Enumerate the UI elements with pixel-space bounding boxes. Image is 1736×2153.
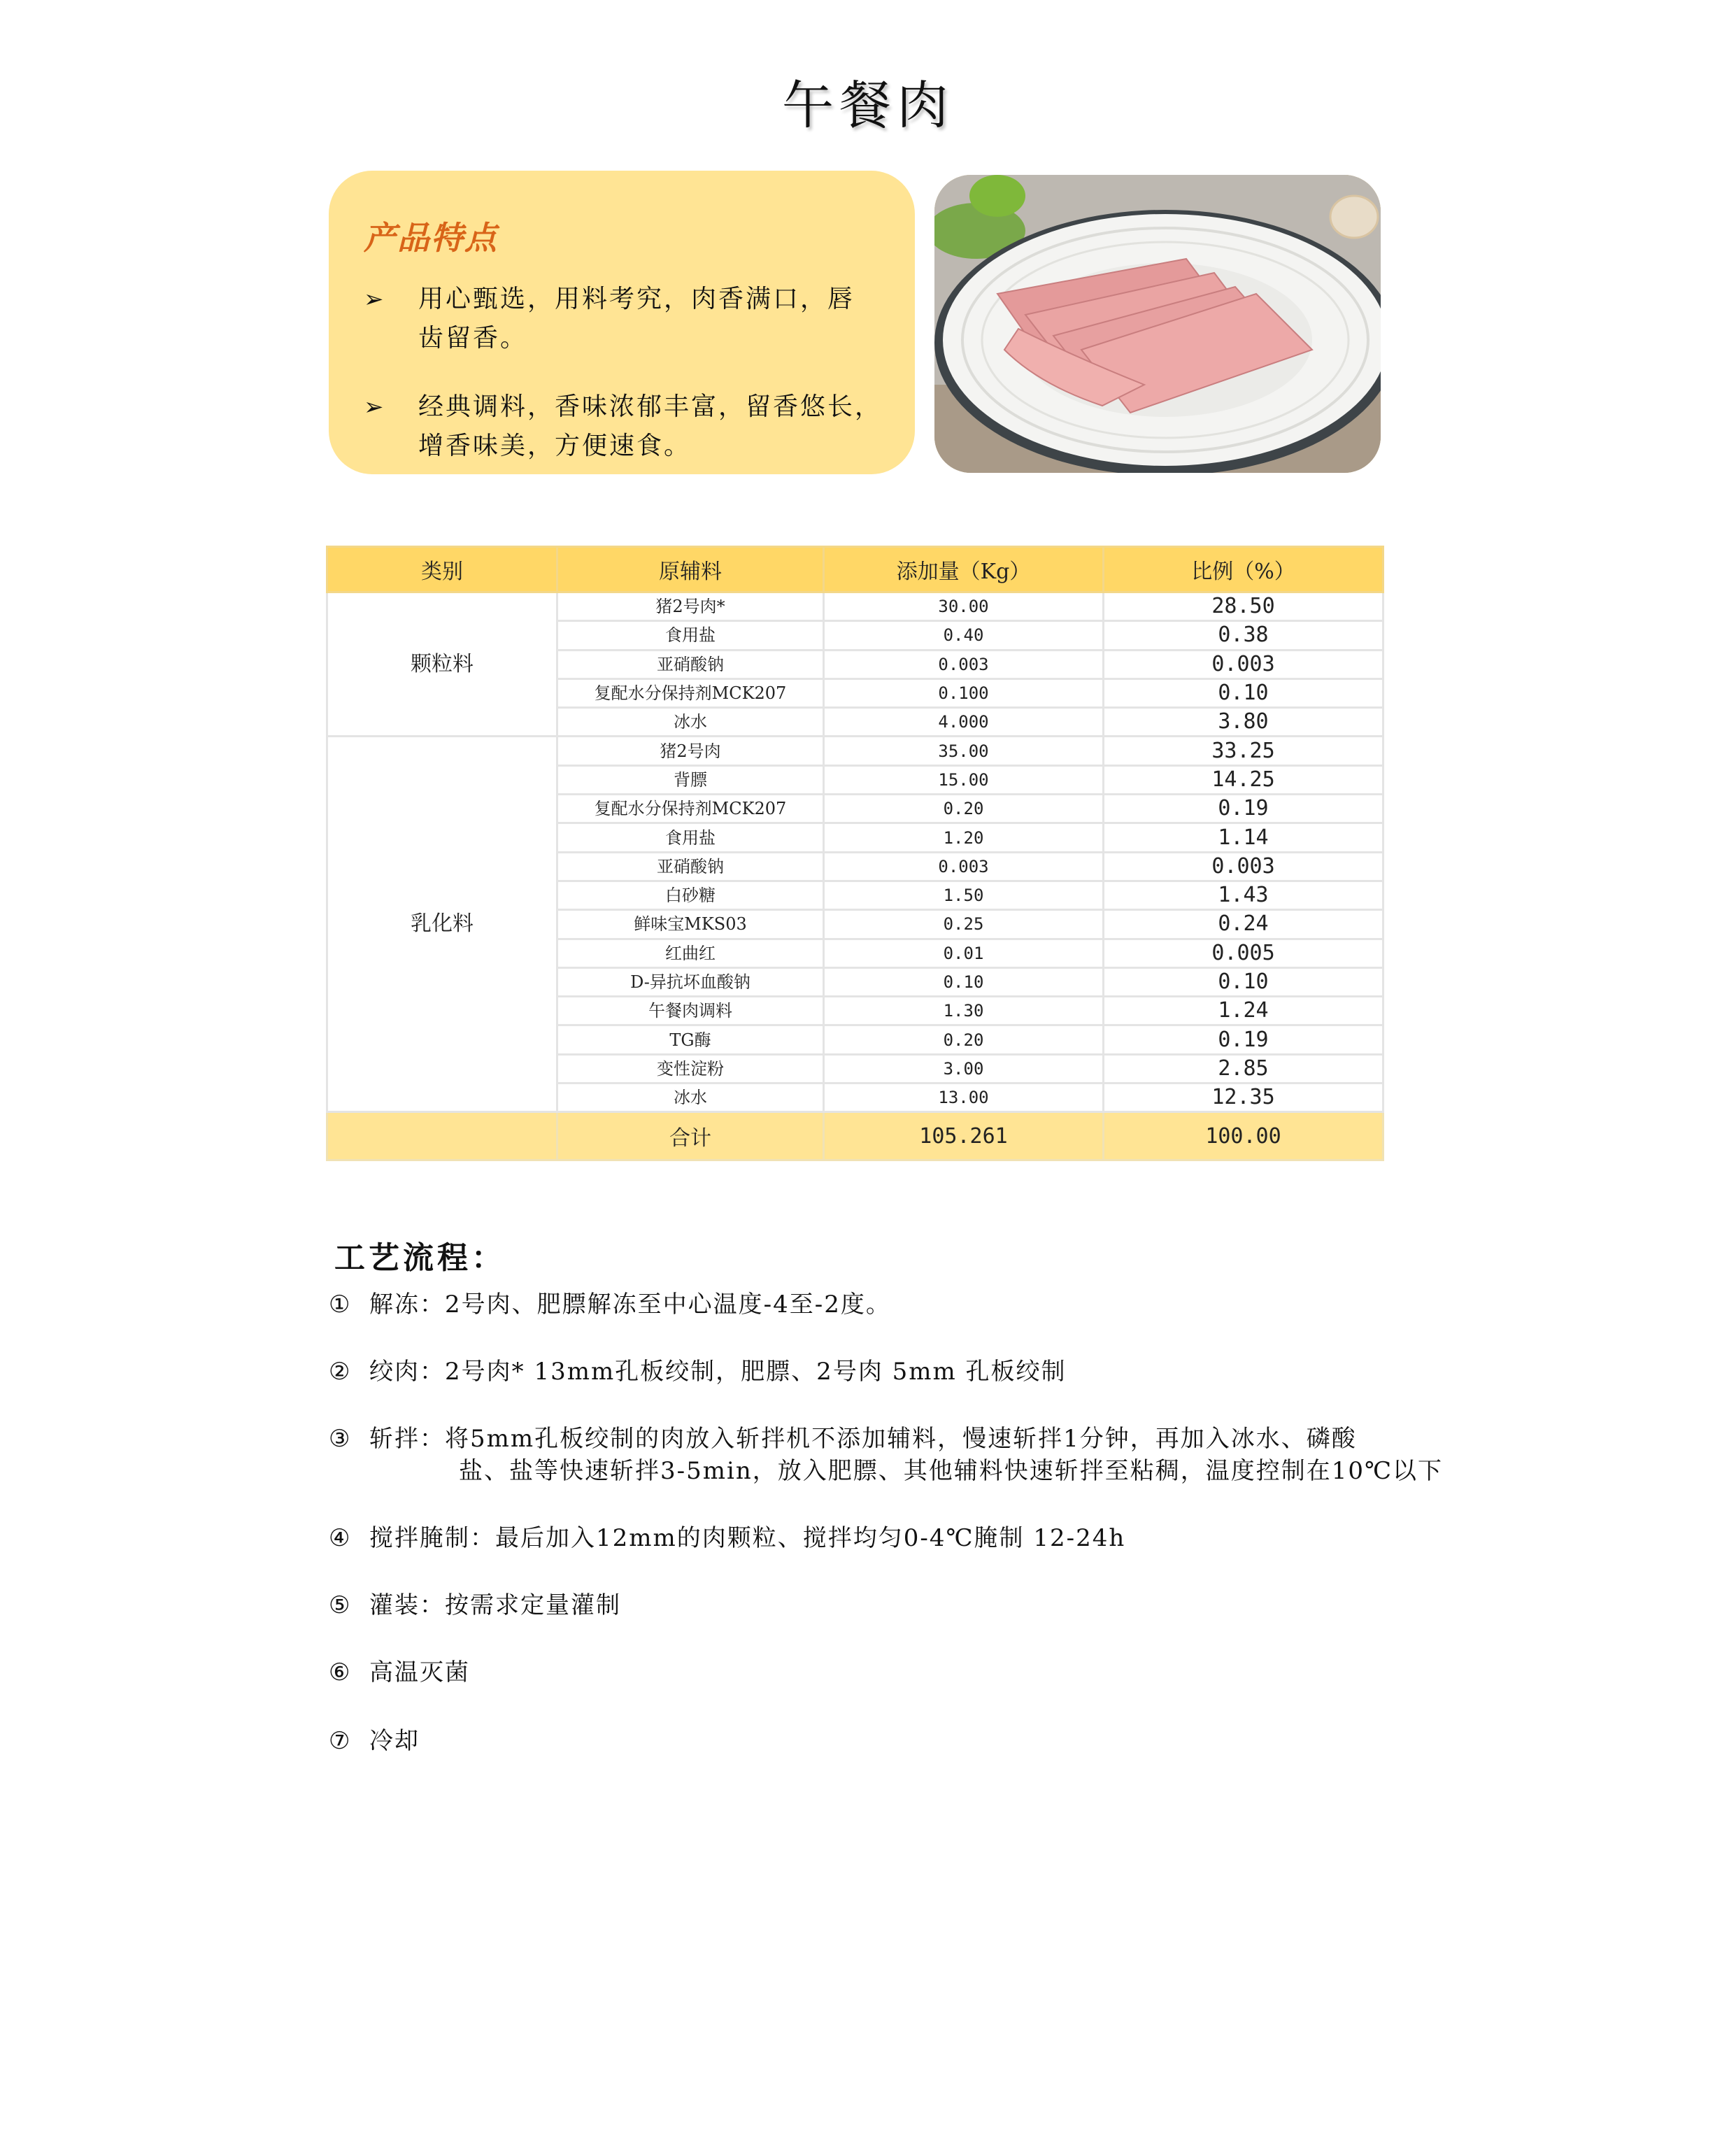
feature-text: 增香味美，方便速食。 bbox=[418, 432, 692, 460]
features-heading: 产品特点 bbox=[364, 219, 498, 257]
luncheon-meat-plate-photo bbox=[934, 175, 1381, 473]
amount-cell: 30.00 bbox=[824, 592, 1104, 621]
ingredient-cell: 复配水分保持剂MCK207 bbox=[557, 678, 824, 707]
feature-item bbox=[364, 280, 884, 358]
feature-item bbox=[364, 388, 884, 466]
ingredient-cell: 亚硝酸钠 bbox=[557, 650, 824, 678]
amount-cell: 0.40 bbox=[824, 621, 1104, 650]
formula-table bbox=[326, 546, 1384, 1161]
process-step bbox=[329, 1356, 1067, 1388]
step-number: ① bbox=[329, 1291, 352, 1319]
amount-cell: 1.20 bbox=[824, 823, 1104, 852]
column-header: 原辅料 bbox=[557, 547, 824, 592]
process-step bbox=[329, 1288, 891, 1321]
ratio-cell: 0.003 bbox=[1104, 852, 1383, 881]
category-cell: 颗粒料 bbox=[327, 592, 557, 737]
step-number: ③ bbox=[329, 1425, 352, 1453]
table-row bbox=[327, 592, 1383, 621]
column-header: 比例（%） bbox=[1104, 547, 1383, 592]
total-label: 合计 bbox=[557, 1112, 824, 1160]
ratio-cell: 1.14 bbox=[1104, 823, 1383, 852]
amount-cell: 0.003 bbox=[824, 650, 1104, 678]
step-text: 灌装：按需求定量灌制 bbox=[369, 1591, 621, 1619]
ratio-cell: 3.80 bbox=[1104, 708, 1383, 737]
amount-cell: 1.30 bbox=[824, 997, 1104, 1025]
ratio-cell: 0.005 bbox=[1104, 939, 1383, 967]
step-number: ④ bbox=[329, 1524, 352, 1552]
amount-cell: 0.20 bbox=[824, 795, 1104, 823]
step-number: ② bbox=[329, 1358, 352, 1386]
column-header: 类别 bbox=[327, 547, 557, 592]
ingredient-cell: D-异抗坏血酸钠 bbox=[557, 967, 824, 996]
amount-cell: 1.50 bbox=[824, 881, 1104, 909]
page-title: 午餐肉 bbox=[782, 76, 954, 136]
ingredient-cell: 背膘 bbox=[557, 765, 824, 794]
ingredient-cell: 食用盐 bbox=[557, 823, 824, 852]
ratio-cell: 2.85 bbox=[1104, 1054, 1383, 1083]
product-features-box bbox=[329, 171, 915, 474]
ratio-cell: 0.24 bbox=[1104, 910, 1383, 939]
step-number: ⑦ bbox=[329, 1727, 352, 1755]
feature-text: 齿留香。 bbox=[418, 324, 528, 353]
column-header: 添加量（Kg） bbox=[824, 547, 1104, 592]
ratio-cell: 33.25 bbox=[1104, 737, 1383, 765]
amount-cell: 0.10 bbox=[824, 967, 1104, 996]
ratio-cell: 14.25 bbox=[1104, 765, 1383, 794]
step-text-continued: 盐、盐等快速斩拌3-5min，放入肥膘、其他辅料快速斩拌至粘稠，温度控制在10℃以下 bbox=[459, 1457, 1444, 1485]
ingredient-cell: 冰水 bbox=[557, 708, 824, 737]
process-step bbox=[329, 1522, 1125, 1554]
total-row bbox=[327, 1112, 1383, 1160]
ratio-cell: 0.10 bbox=[1104, 678, 1383, 707]
step-text: 解冻：2号肉、肥膘解冻至中心温度-4至-2度。 bbox=[369, 1291, 891, 1319]
table-header-row bbox=[327, 547, 1383, 592]
category-cell: 乳化料 bbox=[327, 737, 557, 1112]
step-text: 高温灭菌 bbox=[369, 1658, 470, 1686]
ingredient-cell: 冰水 bbox=[557, 1083, 824, 1112]
total-amount: 105.261 bbox=[824, 1112, 1104, 1160]
amount-cell: 35.00 bbox=[824, 737, 1104, 765]
ratio-cell: 1.43 bbox=[1104, 881, 1383, 909]
ingredient-cell: 鲜味宝MKS03 bbox=[557, 910, 824, 939]
step-text: 斩拌：将5mm孔板绞制的肉放入斩拌机不添加辅料，慢速斩拌1分钟，再加入冰水、磷酸 bbox=[369, 1425, 1357, 1453]
amount-cell: 4.000 bbox=[824, 708, 1104, 737]
ratio-cell: 0.003 bbox=[1104, 650, 1383, 678]
ingredient-cell: 白砂糖 bbox=[557, 881, 824, 909]
ingredient-cell: 猪2号肉 bbox=[557, 737, 824, 765]
ingredient-cell: 红曲红 bbox=[557, 939, 824, 967]
step-text: 搅拌腌制：最后加入12mm的肉颗粒、搅拌均匀0-4℃腌制 12-24h bbox=[369, 1524, 1126, 1552]
process-step bbox=[329, 1423, 1443, 1487]
ratio-cell: 28.50 bbox=[1104, 592, 1383, 621]
ratio-cell: 0.19 bbox=[1104, 1025, 1383, 1054]
process-heading: 工艺流程： bbox=[334, 1240, 506, 1276]
arrow-bullet-icon: ➢ bbox=[364, 393, 386, 421]
process-step bbox=[329, 1725, 420, 1757]
ingredient-cell: TG酶 bbox=[557, 1025, 824, 1054]
ingredient-cell: 变性淀粉 bbox=[557, 1054, 824, 1083]
amount-cell: 3.00 bbox=[824, 1054, 1104, 1083]
ingredient-cell: 猪2号肉* bbox=[557, 592, 824, 621]
process-step bbox=[329, 1656, 470, 1689]
feature-text: 经典调料，香味浓郁丰富，留香悠长， bbox=[418, 392, 883, 421]
amount-cell: 0.003 bbox=[824, 852, 1104, 881]
arrow-bullet-icon: ➢ bbox=[364, 285, 386, 313]
total-empty-cell bbox=[327, 1112, 557, 1160]
ingredient-cell: 亚硝酸钠 bbox=[557, 852, 824, 881]
amount-cell: 0.20 bbox=[824, 1025, 1104, 1054]
ratio-cell: 1.24 bbox=[1104, 997, 1383, 1025]
ratio-cell: 0.38 bbox=[1104, 621, 1383, 650]
ingredient-cell: 午餐肉调料 bbox=[557, 997, 824, 1025]
process-step bbox=[329, 1589, 621, 1621]
step-text: 绞肉：2号肉* 13mm孔板绞制，肥膘、2号肉 5mm 孔板绞制 bbox=[369, 1358, 1067, 1386]
amount-cell: 0.01 bbox=[824, 939, 1104, 967]
ingredient-cell: 复配水分保持剂MCK207 bbox=[557, 795, 824, 823]
feature-text: 用心甄选，用料考究，肉香满口，唇 bbox=[418, 285, 855, 313]
amount-cell: 15.00 bbox=[824, 765, 1104, 794]
ratio-cell: 12.35 bbox=[1104, 1083, 1383, 1112]
table-row bbox=[327, 737, 1383, 765]
ratio-cell: 0.10 bbox=[1104, 967, 1383, 996]
ingredient-cell: 食用盐 bbox=[557, 621, 824, 650]
step-text: 冷却 bbox=[369, 1727, 420, 1755]
amount-cell: 13.00 bbox=[824, 1083, 1104, 1112]
ratio-cell: 0.19 bbox=[1104, 795, 1383, 823]
total-ratio: 100.00 bbox=[1104, 1112, 1383, 1160]
step-number: ⑤ bbox=[329, 1591, 352, 1619]
amount-cell: 0.100 bbox=[824, 678, 1104, 707]
amount-cell: 0.25 bbox=[824, 910, 1104, 939]
step-number: ⑥ bbox=[329, 1658, 352, 1686]
